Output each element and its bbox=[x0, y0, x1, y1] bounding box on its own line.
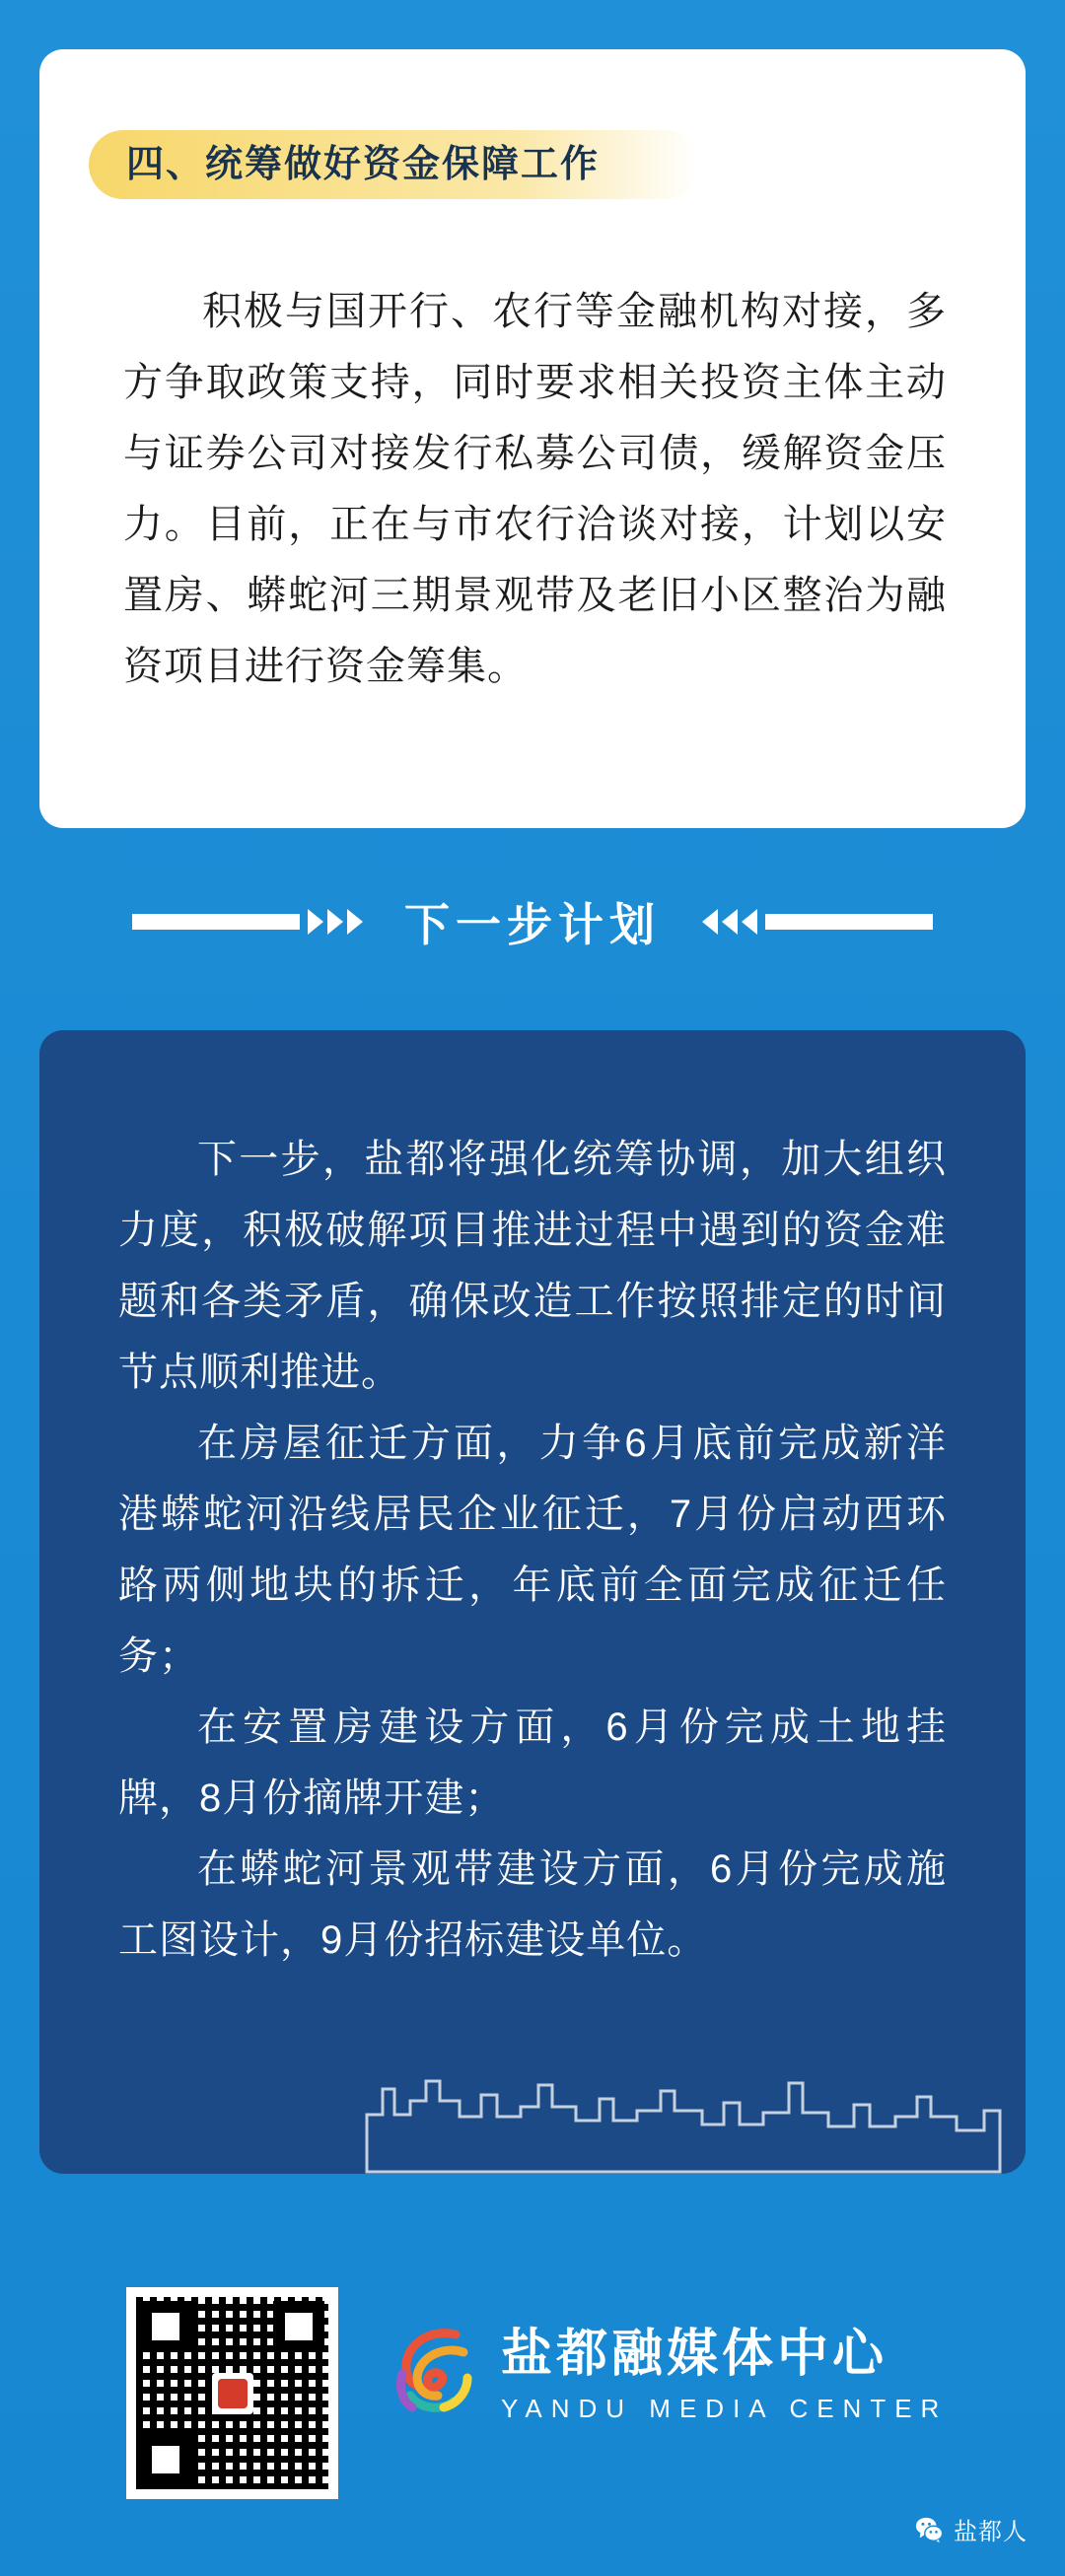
section-two-card bbox=[39, 1030, 1026, 2174]
section-one-card bbox=[39, 49, 1026, 828]
section-one-heading-text: 四、统筹做好资金保障工作 bbox=[126, 144, 601, 185]
qr-logo bbox=[212, 2373, 253, 2414]
wechat-account-label: 盐都人 bbox=[954, 2519, 1028, 2545]
section-two-body bbox=[118, 1124, 947, 1976]
divider-bar bbox=[765, 914, 933, 930]
section-two-paragraph: 下一步，盐都将强化统筹协调，加大组织力度，积极破解项目推进过程中遇到的资金难题和各类矛盾，确保改造工作按照排定的时间节点顺利推进。 bbox=[118, 1138, 947, 1394]
chevron-left-icon bbox=[722, 909, 738, 935]
brand-logo bbox=[385, 2312, 948, 2424]
brand-text bbox=[501, 2312, 948, 2424]
wechat-account-tag[interactable] bbox=[914, 2512, 1028, 2546]
qr-eye-top-left bbox=[140, 2301, 191, 2352]
footer bbox=[0, 2267, 1065, 2576]
wechat-icon bbox=[914, 2515, 944, 2544]
city-skyline-icon bbox=[365, 2055, 1016, 2174]
brand-name-en: YANDU MEDIA CENTER bbox=[501, 2394, 949, 2423]
chevron-left-icon bbox=[742, 909, 757, 935]
qr-eye-bottom-left bbox=[140, 2434, 191, 2485]
section-divider bbox=[0, 868, 1065, 976]
chevron-right-icon bbox=[347, 909, 363, 935]
divider-bar bbox=[132, 914, 300, 930]
section-one-paragraph: 积极与国开行、农行等金融机构对接，多方争取政策支持，同时要求相关投资主体主动与证券公司对接发行私募公司债，缓解资金压力。目前，正在与市农行洽谈对接，计划以安置房、蟒蛇河三期景观带及老旧小区整治为融资项目进行资金筹集。 bbox=[123, 290, 947, 688]
qr-code[interactable] bbox=[126, 2287, 338, 2499]
divider-title: 下一步计划 bbox=[404, 899, 661, 950]
chevron-right-icon bbox=[327, 909, 343, 935]
chevron-left-icon bbox=[702, 909, 718, 935]
brand-name-cn: 盐都融媒体中心 bbox=[501, 2327, 888, 2383]
section-two-paragraph: 在安置房建设方面，6月份完成土地挂牌，8月份摘牌开建； bbox=[118, 1706, 947, 1820]
chevron-right-icon bbox=[308, 909, 323, 935]
divider-right-decoration bbox=[700, 909, 933, 935]
section-two-paragraph: 在蟒蛇河景观带建设方面，6月份完成施工图设计，9月份招标建设单位。 bbox=[118, 1847, 947, 1962]
media-center-logo-icon bbox=[385, 2319, 483, 2417]
qr-code-pattern bbox=[136, 2297, 328, 2489]
section-two-paragraph: 在房屋征迁方面，力争6月底前完成新洋港蟒蛇河沿线居民企业征迁，7月份启动西环路两侧地块的拆迁，年底前全面完成征迁任务； bbox=[118, 1422, 947, 1678]
divider-left-decoration bbox=[132, 909, 365, 935]
section-one-heading bbox=[89, 130, 600, 199]
qr-eye-top-right bbox=[273, 2301, 324, 2352]
